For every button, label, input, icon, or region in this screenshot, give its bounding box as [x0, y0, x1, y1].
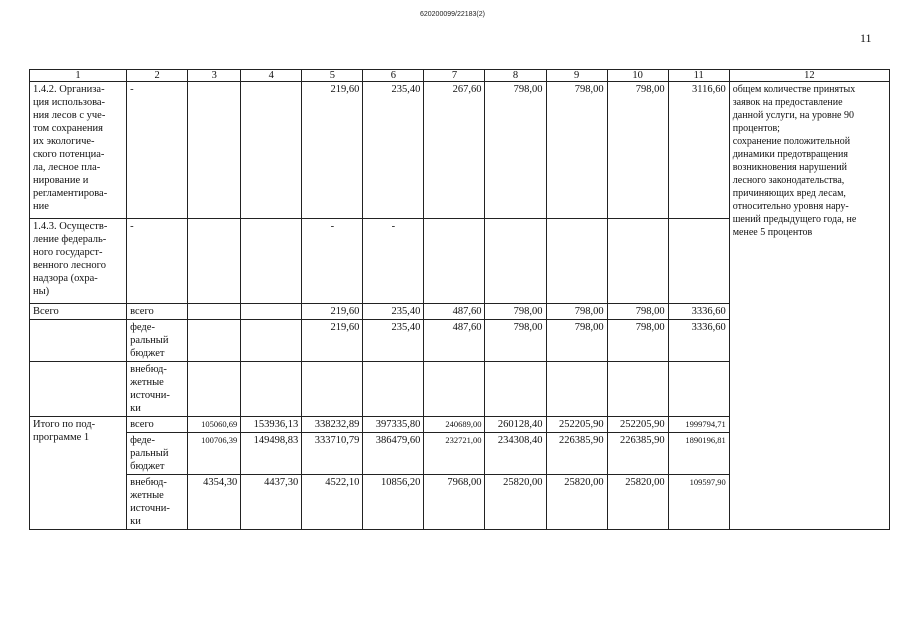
value-cell: 219,60 — [302, 320, 363, 362]
value-cell — [668, 362, 729, 417]
funding-source: всего — [127, 417, 188, 433]
value-cell: 798,00 — [485, 82, 546, 219]
value-cell: 397335,80 — [363, 417, 424, 433]
value-cell: 226385,90 — [607, 433, 668, 475]
value-cell: 232721,00 — [424, 433, 485, 475]
value-cell — [188, 82, 241, 219]
document-id: 620200099/22183(2) — [419, 11, 485, 18]
column-number-row — [30, 70, 890, 82]
value-cell: 235,40 — [363, 304, 424, 320]
value-cell — [546, 362, 607, 417]
column-number: 5 — [302, 70, 363, 82]
column-number: 3 — [188, 70, 241, 82]
value-cell: 1999794,71 — [668, 417, 729, 433]
column-number: 1 — [30, 70, 127, 82]
value-cell — [241, 304, 302, 320]
column-number: 7 — [424, 70, 485, 82]
value-cell: 798,00 — [607, 320, 668, 362]
value-cell: 487,60 — [424, 320, 485, 362]
program-table — [29, 69, 890, 530]
value-cell: 100706,39 — [188, 433, 241, 475]
value-cell: 226385,90 — [546, 433, 607, 475]
page-number: 11 — [860, 31, 872, 45]
value-cell — [241, 320, 302, 362]
value-cell: 798,00 — [485, 304, 546, 320]
value-cell: 3336,60 — [668, 304, 729, 320]
value-cell: 235,40 — [363, 320, 424, 362]
row-label: Всего — [30, 304, 127, 320]
funding-source: внебюд- жетные источни- ки — [127, 362, 188, 417]
value-cell — [302, 362, 363, 417]
column-number: 9 — [546, 70, 607, 82]
value-cell: 105060,69 — [188, 417, 241, 433]
column-number: 10 — [607, 70, 668, 82]
value-cell: 4437,30 — [241, 475, 302, 530]
funding-source: внебюд- жетные источни- ки — [127, 475, 188, 530]
value-cell: 25820,00 — [607, 475, 668, 530]
value-cell — [424, 219, 485, 304]
value-cell: 338232,89 — [302, 417, 363, 433]
funding-source: - — [127, 219, 188, 304]
value-cell: 25820,00 — [485, 475, 546, 530]
value-cell — [241, 219, 302, 304]
funding-source: феде- ральный бюджет — [127, 320, 188, 362]
value-cell: 219,60 — [302, 304, 363, 320]
column-number: 8 — [485, 70, 546, 82]
table-row — [30, 82, 890, 219]
value-cell: 252205,90 — [546, 417, 607, 433]
column-number: 12 — [729, 70, 889, 82]
expected-results-text: общем количестве принятых заявок на предоставление данной услуги, на уровне 90 процентов; сохранение положительной динамики предотвращения возникновения нарушений лесного законодательства, причиняющих вред лесам, относительно уровня нару- шений предыдущего года, не менее 5 процентов — [729, 82, 889, 530]
column-number: 6 — [363, 70, 424, 82]
value-cell: 240689,00 — [424, 417, 485, 433]
value-cell: 487,60 — [424, 304, 485, 320]
value-cell: 260128,40 — [485, 417, 546, 433]
funding-source: - — [127, 82, 188, 219]
value-cell: 1890196,81 — [668, 433, 729, 475]
column-number: 2 — [127, 70, 188, 82]
value-cell: 235,40 — [363, 82, 424, 219]
row-label — [30, 320, 127, 362]
value-cell: 267,60 — [424, 82, 485, 219]
value-cell: 7968,00 — [424, 475, 485, 530]
value-cell — [485, 219, 546, 304]
value-cell — [607, 362, 668, 417]
activity-name: 1.4.3. Осуществ- ление федераль- ного государст- венного лесного надзора (охра- ны) — [30, 219, 127, 304]
value-cell: 798,00 — [546, 304, 607, 320]
funding-source: всего — [127, 304, 188, 320]
value-cell: 3336,60 — [668, 320, 729, 362]
value-cell: 149498,83 — [241, 433, 302, 475]
value-cell: 798,00 — [607, 304, 668, 320]
value-cell — [485, 362, 546, 417]
value-cell: 4354,30 — [188, 475, 241, 530]
value-cell: 333710,79 — [302, 433, 363, 475]
value-cell: 798,00 — [485, 320, 546, 362]
value-cell: 153936,13 — [241, 417, 302, 433]
value-cell: 386479,60 — [363, 433, 424, 475]
value-cell: - — [363, 219, 424, 304]
funding-source: феде- ральный бюджет — [127, 433, 188, 475]
value-cell — [607, 219, 668, 304]
value-cell — [241, 82, 302, 219]
value-cell — [188, 304, 241, 320]
column-number: 11 — [668, 70, 729, 82]
value-cell — [546, 219, 607, 304]
value-cell: 4522,10 — [302, 475, 363, 530]
value-cell — [363, 362, 424, 417]
value-cell: 109597,90 — [668, 475, 729, 530]
value-cell — [188, 219, 241, 304]
value-cell: 219,60 — [302, 82, 363, 219]
value-cell: 25820,00 — [546, 475, 607, 530]
value-cell — [241, 362, 302, 417]
column-number: 4 — [241, 70, 302, 82]
value-cell: 234308,40 — [485, 433, 546, 475]
value-cell: 10856,20 — [363, 475, 424, 530]
row-label — [30, 362, 127, 417]
value-cell: 3116,60 — [668, 82, 729, 219]
value-cell — [188, 362, 241, 417]
value-cell: 798,00 — [607, 82, 668, 219]
value-cell: - — [302, 219, 363, 304]
activity-name: 1.4.2. Организа- ция использова- ния лесов с уче- том сохранения их экологиче- ского потенциа- ла, лесное пла- нирование и регламентирова- ние — [30, 82, 127, 219]
value-cell: 798,00 — [546, 82, 607, 219]
value-cell: 252205,90 — [607, 417, 668, 433]
row-label: Итого по под- программе 1 — [30, 417, 127, 530]
value-cell — [424, 362, 485, 417]
value-cell — [668, 219, 729, 304]
value-cell: 798,00 — [546, 320, 607, 362]
value-cell — [188, 320, 241, 362]
